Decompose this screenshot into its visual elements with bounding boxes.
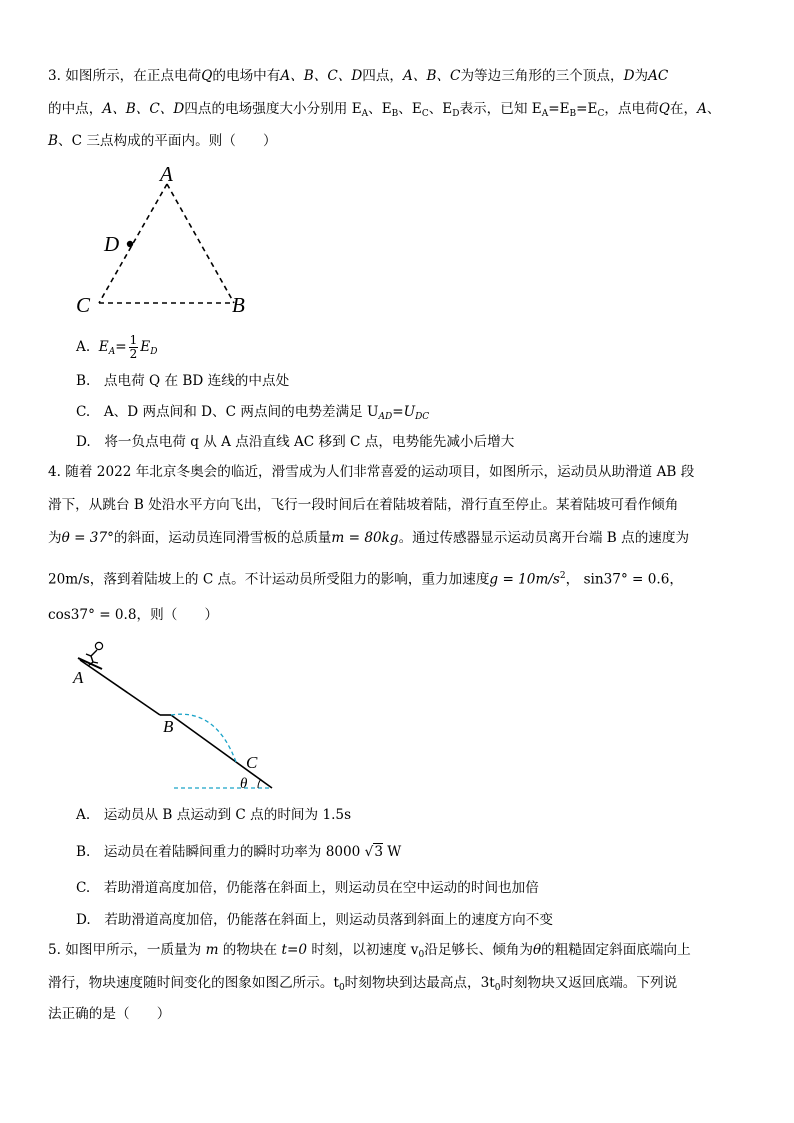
q3-option-d: D. 将一负点电荷 q 从 A 点沿直线 AC 移到 C 点，电势能先减小后增大 bbox=[76, 434, 515, 450]
q3-option-a: A. $E_A=$ $\frac{1}{2}$ $E_D$ bbox=[76, 333, 158, 361]
q5-line-2: 滑行，物块速度随时间变化的图象如图乙所示。$t_0$时刻物块到达最高点，$3t_0$时刻物块又返回底端。下列说 bbox=[48, 975, 678, 993]
q3-option-c: C. A、D 两点间和 D、C 两点间的电势差满足 $U_{AD}=U_{DC}$ bbox=[76, 404, 430, 422]
q4-option-c: C. 若助滑道高度加倍，仍能落在斜面上，则运动员在空中运动的时间也加倍 bbox=[76, 880, 539, 896]
label-b: B bbox=[232, 293, 245, 317]
label-c: C bbox=[76, 293, 91, 317]
label-c: C bbox=[246, 753, 258, 772]
landing-slope bbox=[171, 715, 272, 788]
q5-line-3: 法正确的是（ ） bbox=[48, 1006, 171, 1022]
q4-option-d: D. 若助滑道高度加倍，仍能落在斜面上，则运动员落到斜面上的速度方向不变 bbox=[76, 912, 553, 928]
q4-option-a: A. 运动员从 B 点运动到 C 点的时间为 1.5s bbox=[76, 807, 352, 823]
slope-ab bbox=[80, 660, 160, 715]
label-b: B bbox=[163, 717, 174, 736]
q3-line-3: B、C 三点构成的平面内。则（ ） bbox=[48, 133, 277, 149]
q5-line-1: 5. 如图甲所示，一质量为 m 的物块在 t=0 时刻，以初速度 $v_0$沿足够长、倾角为θ的粗糙固定斜面底端向上 bbox=[48, 942, 691, 960]
q3-line-2: 的中点，A、B、C、D四点的电场强度大小分别用 $E_A$、$E_B$、$E_C$、$E_D$表示，已知 $E_A=E_B=E_C$，点电荷Q在，A、 bbox=[48, 101, 721, 119]
point-d bbox=[127, 241, 133, 247]
label-a: A bbox=[160, 162, 173, 186]
q4-line-5: cos37° = 0.8，则（ ） bbox=[48, 607, 219, 623]
angle-arc bbox=[258, 779, 261, 788]
q3-option-b: B. 点电荷 Q 在 BD 连线的中点处 bbox=[76, 373, 290, 389]
q4-option-b: B. 运动员在着陆瞬间重力的瞬时功率为 8000 √3 W bbox=[76, 844, 402, 860]
q3-line-1: 3. 如图所示，在正点电荷Q的电场中有A、B、C、D四点，A、B、C为等边三角形的三个顶点，D为AC bbox=[48, 68, 669, 84]
edge-ab bbox=[167, 184, 234, 303]
q3-triangle-figure bbox=[70, 160, 260, 320]
skier-icon bbox=[78, 642, 103, 669]
q4-line-1: 4. 随着 2022 年北京冬奥会的临近，滑雪成为人们非常喜爱的运动项目，如图所示，运动员从助滑道 AB 段 bbox=[48, 464, 695, 480]
label-theta: θ bbox=[240, 776, 248, 792]
label-d: D bbox=[104, 232, 120, 256]
q4-line-2: 滑下，从跳台 B 处沿水平方向飞出，飞行一段时间后在着陆坡着陆，滑行直至停止。某着陆坡可看作倾角 bbox=[48, 497, 679, 513]
q4-ski-jump-figure bbox=[68, 638, 288, 798]
q4-line-4: 20m/s，落到着陆坡上的 C 点。不计运动员所受阻力的影响，重力加速度$g = 10m/s^2$， sin37° = 0.6， bbox=[48, 571, 683, 588]
q4-line-3: 为θ = 37°的斜面，运动员连同滑雪板的总质量m = 80kg。通过传感器显示运动员离开台端 B 点的速度为 bbox=[48, 530, 690, 546]
label-a: A bbox=[73, 668, 84, 687]
